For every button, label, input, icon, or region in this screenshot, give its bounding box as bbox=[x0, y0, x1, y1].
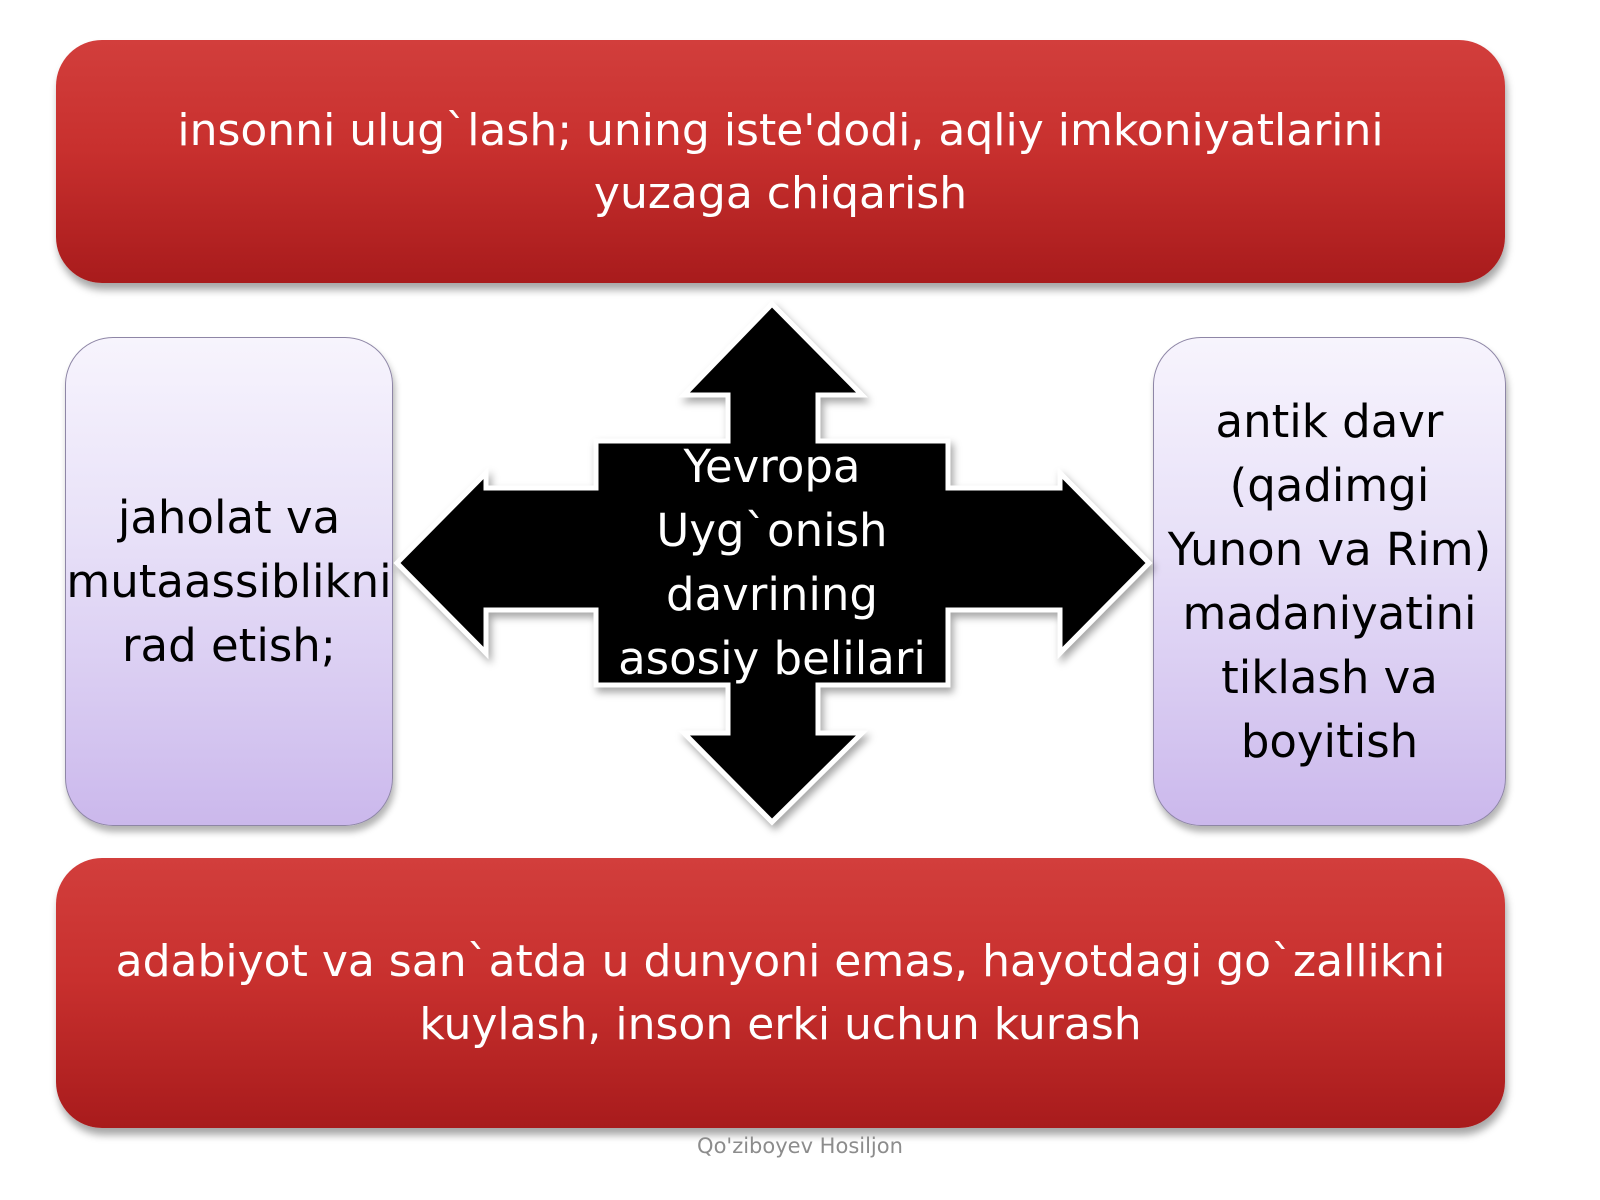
center-title-text: Yevropa Uyg`onish davrining asosiy belilari bbox=[618, 440, 926, 685]
right-feature-text: antik davr (qadimgi Yunon va Rim) madaniyatini tiklash va boyitish bbox=[1167, 394, 1492, 768]
left-feature-text: jaholat va mutaassiblikni rad etish; bbox=[66, 490, 392, 672]
bottom-feature-text: adabiyot va san`atda u dunyoni emas, hayotdagi go`zallikni kuylash, inson erki uchun kurash bbox=[115, 936, 1446, 1050]
author-footer: Qo'ziboyev Hosiljon bbox=[697, 1134, 903, 1158]
center-title bbox=[596, 441, 948, 685]
top-feature-text: insonni ulug`lash; uning iste'dodi, aqliy imkoniyatlarini yuzaga chiqarish bbox=[177, 104, 1384, 219]
bottom-feature-box bbox=[56, 858, 1505, 1128]
